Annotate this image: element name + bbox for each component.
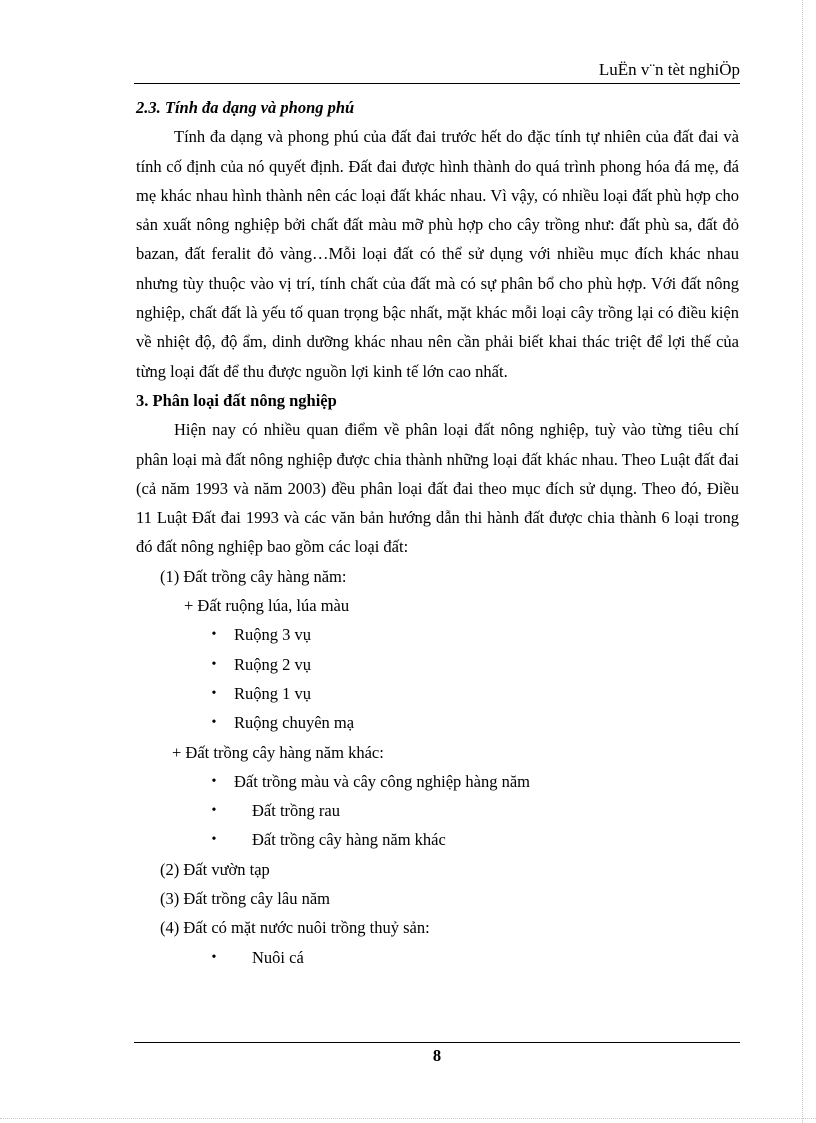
bullet-item: • Đất trồng màu và cây công nghiệp hàng năm — [136, 767, 739, 796]
page-number: 8 — [432, 1046, 442, 1065]
bullet-item: • Nuôi cá — [136, 943, 739, 972]
bullet-icon: • — [211, 803, 217, 819]
header-rule — [134, 83, 740, 84]
list-item-2: (2) Đất vườn tạp — [160, 859, 270, 879]
running-header: LuËn v¨n tèt nghiÖp — [598, 60, 740, 79]
page-edge-right — [802, 0, 803, 1123]
bullet-icon: • — [211, 656, 217, 672]
section-heading-2-3: 2.3. Tính đa dạng và phong phú — [136, 98, 355, 117]
list-item-1: (1) Đất trồng cây hàng năm: — [160, 566, 347, 586]
bullet-item: • Đất trồng rau — [136, 796, 739, 825]
list-subitem-other-annual: + Đất trồng cây hàng năm khác: — [172, 742, 384, 762]
paragraph-diversity: Tính đa dạng và phong phú của đất đai trước hết do đặc tính tự nhiên của đất đai và tính cố định của nó quyết định. Đất đai được hình thành do quá trình phong hóa đá mẹ, đá mẹ khác nhau hình thành nên các loại đất khác nhau. Vì vậy, có nhiều loại đất phù hợp cho sản xuất nông nghiệp bởi chất đất màu mỡ phù hợp cho cây trồng như: đất phù sa, đất đỏ bazan, đất feralit đỏ vàng…Mỗi loại đất có thể sử dụng với nhiều mục đích khác nhau nhưng tùy thuộc vào vị trí, tính chất của đất mà có sự phân bổ cho phù hợp. Với đất nông nghiệp, chất đất là yếu tố quan trọng bậc nhất, mặt khác mỗi loại cây trồng lại có điều kiện về nhiệt độ, độ ẩm, dinh dưỡng khác nhau nên cần phải biết khai thác triệt để lợi thế của từng loại đất để thu được nguồn lợi kinh tế lớn cao nhất. — [136, 127, 739, 381]
bullet-icon: • — [211, 685, 217, 701]
bullet-item: • Ruộng 3 vụ — [136, 620, 739, 649]
footer-rule — [134, 1042, 740, 1043]
bullet-item: • Đất trồng cây hàng năm khác — [136, 825, 739, 854]
bullet-icon: • — [211, 949, 217, 965]
list-item-4: (4) Đất có mặt nước nuôi trồng thuỷ sản: — [160, 918, 430, 938]
paragraph-classification: Hiện nay có nhiều quan điểm về phân loại đất nông nghiệp, tuỳ vào từng tiêu chí phân loại mà đất nông nghiệp được chia thành những loại đất khác nhau. Theo Luật đất đai (cả năm 1993 và năm 2003) đều phân loại đất đai theo mục đích sử dụng. Theo đó, Điều 11 Luật Đất đai 1993 và các văn bản hướng dẫn thi hành đất được chia thành 6 loại trong đó đất nông nghiệp bao gồm các loại đất: — [136, 420, 739, 557]
bullet-item: • Ruộng chuyên mạ — [136, 708, 739, 737]
bullet-icon: • — [211, 627, 217, 643]
bullet-item: • Ruộng 2 vụ — [136, 650, 739, 679]
section-heading-3: 3. Phân loại đất nông nghiệp — [136, 390, 337, 410]
page-body — [136, 93, 739, 972]
list-item-3: (3) Đất trồng cây lâu năm — [160, 889, 330, 909]
bullet-icon: • — [211, 773, 217, 789]
bullet-icon: • — [211, 832, 217, 848]
list-subitem-rice-land: + Đất ruộng lúa, lúa màu — [184, 596, 350, 616]
bullet-item: • Ruộng 1 vụ — [136, 679, 739, 708]
bullet-icon: • — [211, 715, 217, 731]
page-edge-bottom — [0, 1118, 816, 1119]
